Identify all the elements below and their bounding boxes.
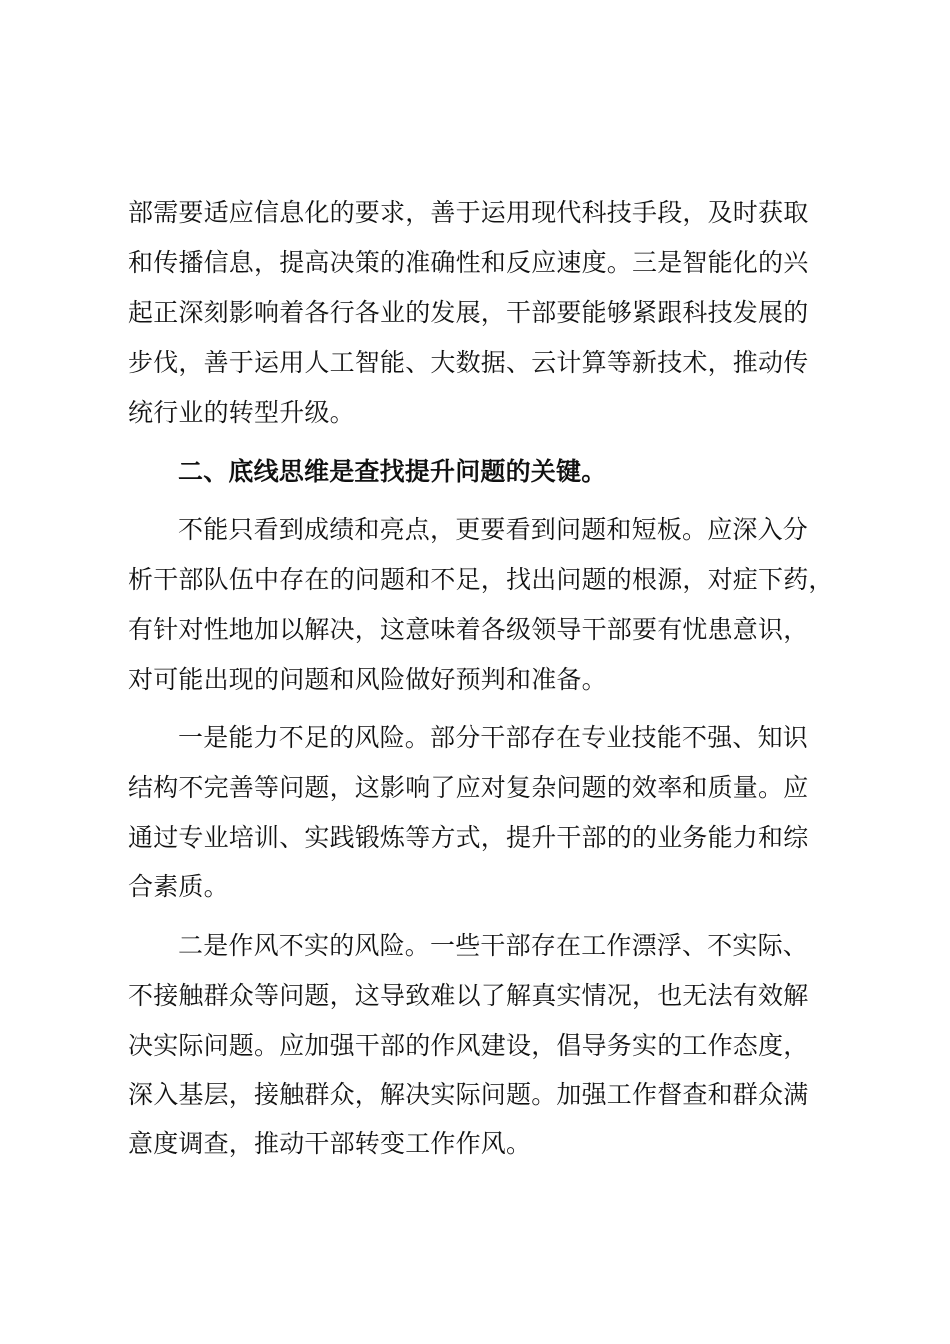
text-line: 意度调查，推动干部转变工作作风。 bbox=[128, 1129, 532, 1158]
text-line: 部需要适应信息化的要求，善于运用现代科技手段，及时获取 bbox=[128, 198, 809, 227]
text-line: 决实际问题。应加强干部的作风建设，倡导务实的工作态度， bbox=[128, 1031, 809, 1060]
text-line: 对可能出现的问题和风险做好预判和准备。 bbox=[128, 665, 607, 694]
text-line: 通过专业培训、实践锻炼等方式，提升干部的的业务能力和综 bbox=[128, 823, 809, 852]
text-line: 起正深刻影响着各行各业的发展，干部要能够紧跟科技发展的 bbox=[128, 298, 809, 327]
text-line: 有针对性地加以解决，这意味着各级领导干部要有忧患意识， bbox=[128, 615, 809, 644]
text-line: 深入基层，接触群众，解决实际问题。加强工作督查和群众满 bbox=[128, 1080, 809, 1109]
text-line: 合素质。 bbox=[128, 872, 229, 901]
text-line: 一是能力不足的风险。部分干部存在专业技能不强、知识 bbox=[178, 723, 809, 752]
section-heading: 二、底线思维是查找提升问题的关键。 bbox=[178, 457, 607, 486]
text-line: 不能只看到成绩和亮点，更要看到问题和短板。应深入分 bbox=[178, 515, 809, 544]
text-line: 结构不完善等问题，这影响了应对复杂问题的效率和质量。应 bbox=[128, 773, 809, 802]
text-line: 和传播信息，提高决策的准确性和反应速度。三是智能化的兴 bbox=[128, 248, 809, 277]
text-line: 统行业的转型升级。 bbox=[128, 398, 355, 427]
text-line: 析干部队伍中存在的问题和不足，找出问题的根源，对症下药， bbox=[128, 565, 834, 594]
text-line: 不接触群众等问题，这导致难以了解真实情况，也无法有效解 bbox=[128, 981, 809, 1010]
text-line: 二是作风不实的风险。一些干部存在工作漂浮、不实际、 bbox=[178, 931, 809, 960]
text-line: 步伐，善于运用人工智能、大数据、云计算等新技术，推动传 bbox=[128, 348, 809, 377]
